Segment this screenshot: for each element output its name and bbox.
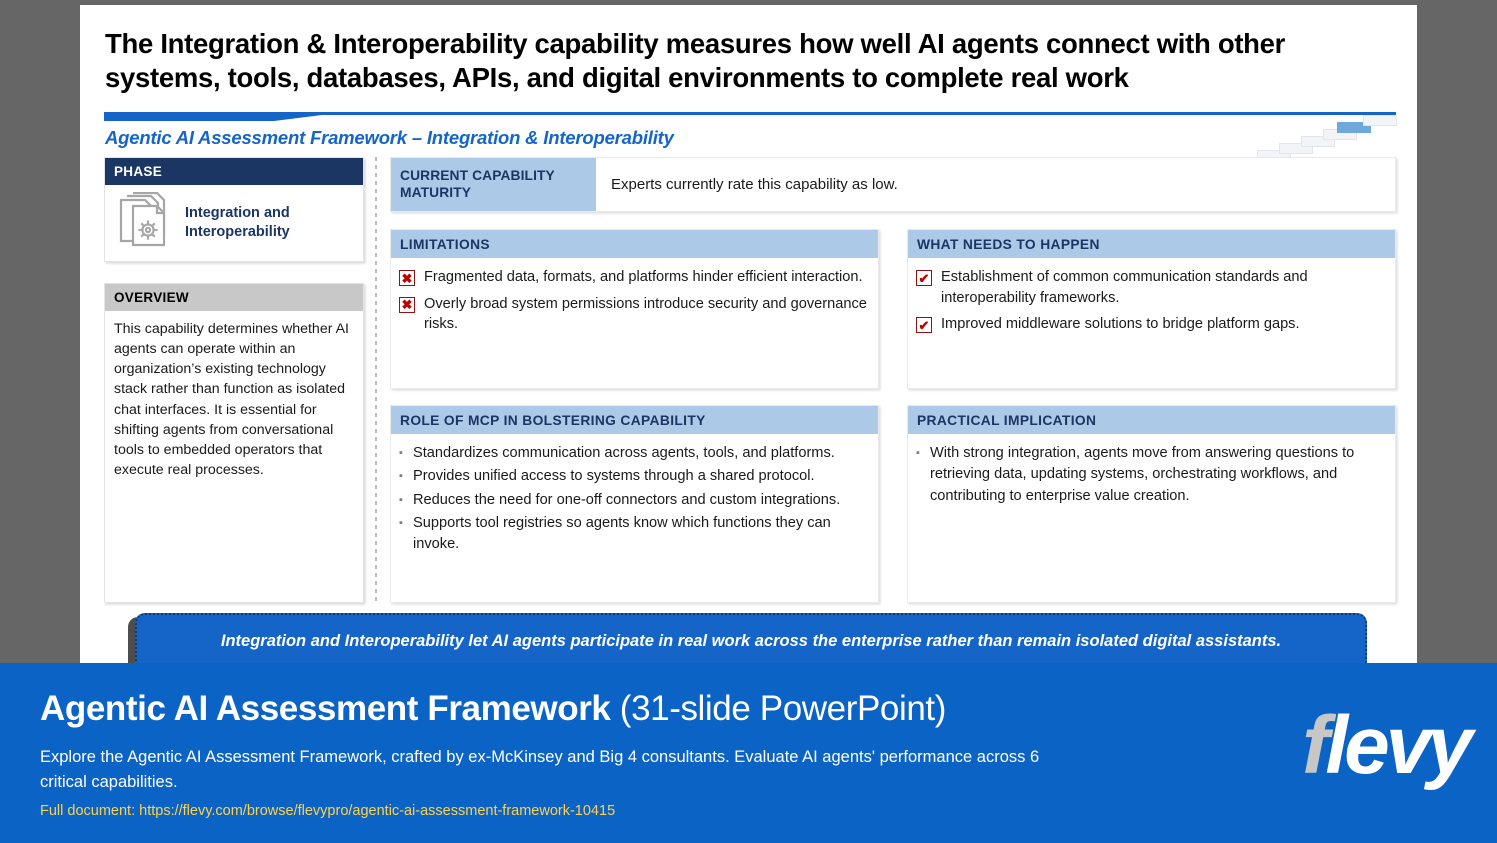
maturity-value: Experts currently rate this capability as low. [611,176,898,193]
list-item [399,294,868,335]
flevy-logo-f: f [1302,700,1326,791]
panel-mcp-header: ROLE OF MCP IN BOLSTERING CAPABILITY [391,406,878,434]
panel-needs-header: WHAT NEEDS TO HAPPEN [908,230,1395,258]
accent-bar-taper [274,112,322,121]
overview-card-header: OVERVIEW [105,284,363,311]
phase-card-body [105,185,363,261]
panel-needs-body [908,258,1395,335]
list-item [399,490,868,511]
list-item [399,466,868,487]
panel-practical-body [908,434,1395,507]
documents-gear-icon [111,192,181,254]
phase-label: Integration and Interoperability [185,205,290,240]
list-item-text: Provides unified access to systems through a shared protocol. [413,468,815,485]
footer-document-link[interactable]: Full document: https://flevy.com/browse/flevypro/agentic-ai-assessment-framework-10415 [40,803,616,819]
panel-mcp-body [391,434,878,555]
panel-limitations-header: LIMITATIONS [391,230,878,258]
title-accent-bar [104,112,1396,124]
list-item [399,267,868,288]
list-item-text: Standardizes communication across agents, tools, and platforms. [413,445,835,461]
check-mark-icon: ✔ [916,270,932,286]
list-item-text: Fragmented data, formats, and platforms hinder efficient interaction. [424,269,863,285]
slide-canvas [80,5,1417,663]
phase-card [104,157,364,262]
overview-text: This capability determines whether AI agents can operate within an organization’s existing technology stack rather than function as isolated chat interfaces. It is essential for shifting agents from conversational tools to embedded operators that execute real processes. [114,321,349,479]
list-item [399,443,868,464]
vertical-dotted-divider [375,157,377,603]
panel-role-of-mcp [390,405,879,603]
slide-title: The Integration & Interoperability capability measures how well AI agents connect with other systems, tools, databases, APIs, and digital environments to complete real work [105,28,1286,94]
square-bullet-icon: ▪ [916,447,920,459]
overview-card [104,283,364,603]
list-item [916,314,1385,335]
list-item [399,513,868,556]
square-bullet-icon: ▪ [399,516,403,529]
footer-description: Explore the Agentic AI Assessment Framework, crafted by ex-McKinsey and Big 4 consultants. Evaluate AI agents' performance across 6 critical capabilities. [40,748,1040,792]
list-item-text: Supports tool registries so agents know which functions they can invoke. [413,514,831,553]
callout-text: Integration and Interoperability let AI agents participate in real work across the enterprise rather than remain isolated digital assistants. [220,632,1282,651]
phase-card-header: PHASE [105,158,363,185]
panel-what-needs-to-happen [907,229,1396,389]
stair-step-6 [1363,115,1397,126]
footer-title [40,689,946,729]
list-item-text: Improved middleware solutions to bridge platform gaps. [941,316,1300,333]
panel-practical-header: PRACTICAL IMPLICATION [908,406,1395,434]
list-item-text: Overly broad system permissions introduce security and governance risks. [424,295,867,333]
x-mark-icon: ✖ [399,270,415,286]
staircase-decoration [1257,113,1399,161]
flevy-logo [1302,700,1469,791]
slide-subtitle: Agentic AI Assessment Framework – Integration & Interoperability [105,127,674,148]
flevy-footer-band [0,663,1497,843]
callout-banner [135,613,1367,663]
check-mark-icon: ✔ [916,317,932,333]
panel-limitations-body [391,258,878,335]
maturity-tag-line1: CURRENT CAPABILITY [400,167,555,183]
list-item-text: With strong integration, agents move from answering questions to retrieving data, updating systems, orchestrating workflows, and contributing to enterprise value creation. [930,445,1355,504]
x-mark-icon: ✖ [399,297,415,313]
maturity-tag [391,158,596,211]
maturity-tag-line2: MATURITY [400,184,472,200]
list-item [916,443,1385,507]
square-bullet-icon: ▪ [399,493,403,506]
flevy-logo-levy: levy [1325,700,1469,791]
panel-practical-implication [907,405,1396,603]
list-item-text: Establishment of common communication standards and interoperability frameworks. [941,269,1308,306]
panel-limitations [390,229,879,389]
square-bullet-icon: ▪ [399,470,403,483]
list-item [916,267,1385,308]
footer-title-normal: (31-slide PowerPoint) [610,689,946,728]
list-item-text: Reduces the need for one-off connectors and custom integrations. [413,491,841,508]
current-capability-maturity-card [390,157,1396,212]
accent-bar-thin [322,112,1396,115]
accent-bar-thick [104,112,274,121]
footer-title-bold: Agentic AI Assessment Framework [40,689,611,728]
square-bullet-icon: ▪ [399,447,403,459]
